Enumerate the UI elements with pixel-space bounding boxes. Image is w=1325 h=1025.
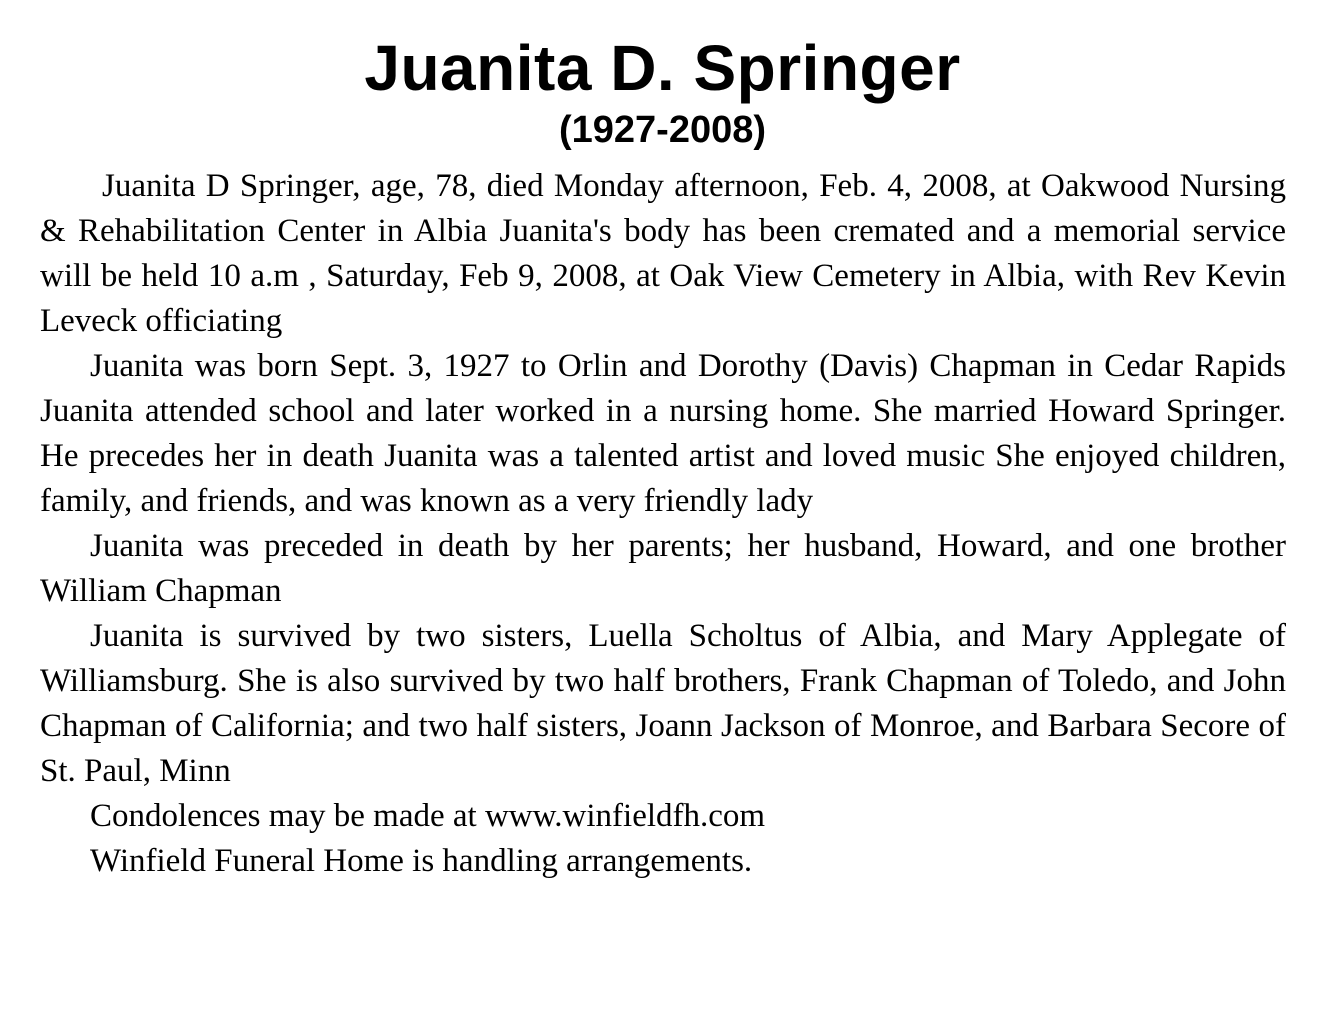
obituary-lifespan: (1927-2008) bbox=[558, 109, 767, 151]
paragraph-biography: Juanita was born Sept. 3, 1927 to Orlin and Dorothy (Davis) Chapman in Cedar Rapids Juanita attended school and later worked in a nursing home. She married Howard Springer. He precedes her in death Juanita was a talented artist and loved music She enjoyed children, family, and friends, and was known as a very friendly lady bbox=[40, 348, 1286, 519]
obituary-name-heading: Juanita D. Springer bbox=[364, 32, 961, 104]
paragraph-condolences: Condolences may be made at www.winfieldfh.com bbox=[90, 798, 766, 834]
paragraph-funeral-home: Winfield Funeral Home is handling arrangements. bbox=[90, 843, 753, 879]
paragraph-survivors: Juanita is survived by two sisters, Luella Scholtus of Albia, and Mary Applegate of Williamsburg. She is also survived by two half brothers, Frank Chapman of Toledo, and John Chapman of California; and two half sisters, Joann Jackson of Monroe, and Barbara Secore of St. Paul, Minn bbox=[40, 618, 1286, 789]
paragraph-preceded-in-death: Juanita was preceded in death by her parents; her husband, Howard, and one brother William Chapman bbox=[40, 528, 1286, 609]
paragraph-death-and-service: Juanita D Springer, age, 78, died Monday afternoon, Feb. 4, 2008, at Oakwood Nursing & Rehabilitation Center in Albia Juanita's body has been cremated and a memorial service will be held 10 a.m , Saturday, Feb 9, 2008, at Oak View Cemetery in Albia, with Rev Kevin Leveck officiating bbox=[40, 168, 1286, 339]
obituary-body bbox=[40, 164, 1286, 884]
